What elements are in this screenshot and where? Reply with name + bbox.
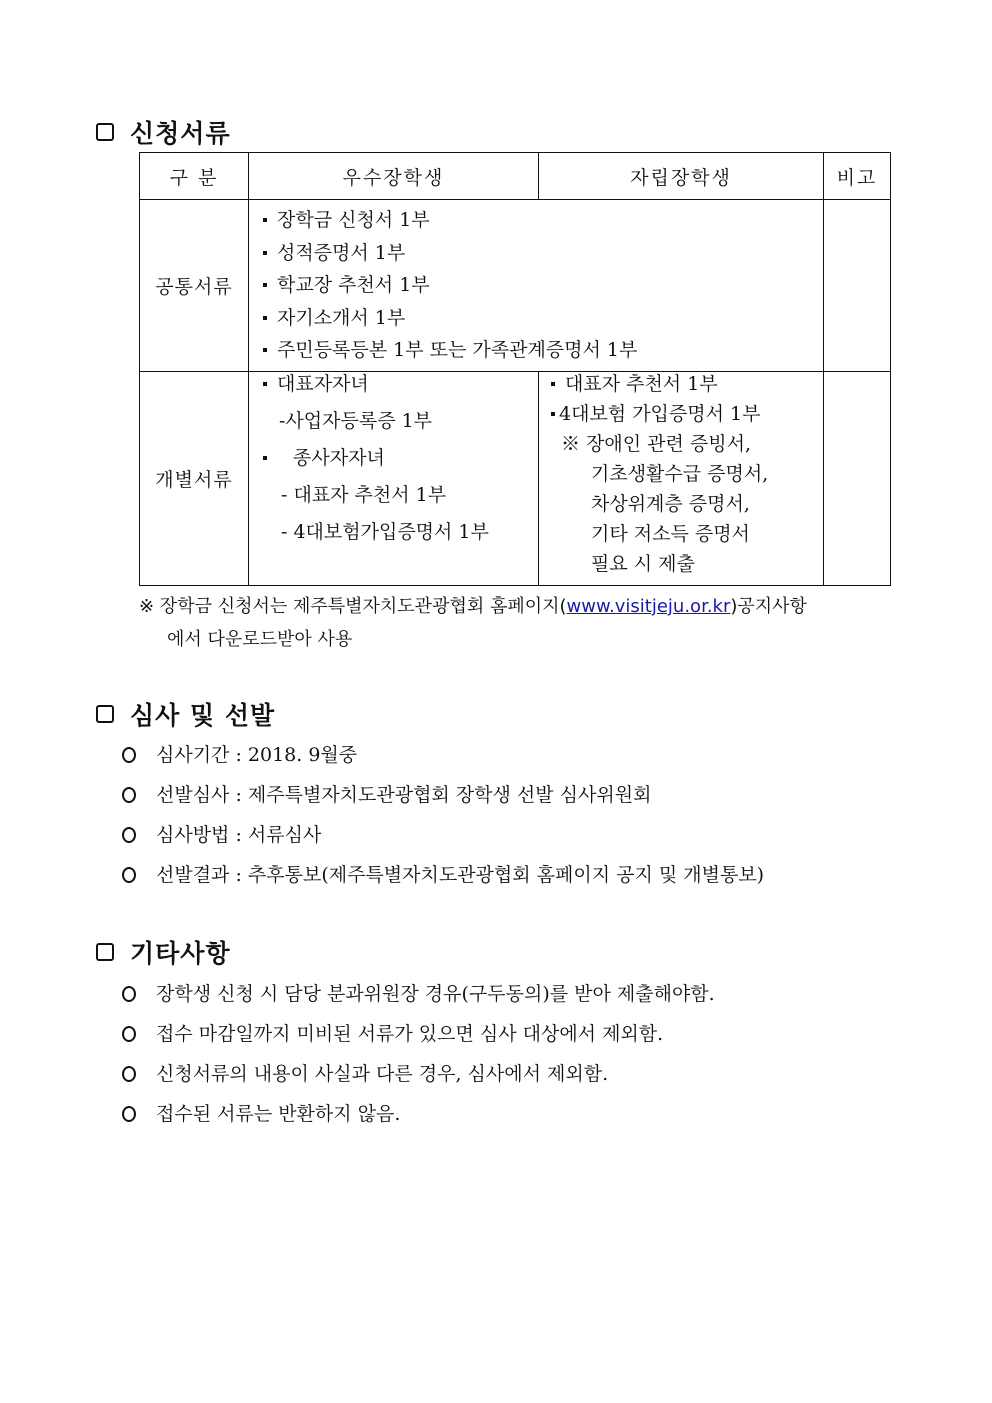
list-item: 장학금 신청서 1부 <box>263 204 823 237</box>
category-individual: 개별서류 <box>140 372 249 586</box>
list-item: 종사자자녀 <box>263 440 538 477</box>
circle-bullet-icon <box>122 747 136 763</box>
checkbox-square-icon <box>96 705 114 723</box>
bullet-icon <box>551 382 555 386</box>
common-documents-cell <box>249 200 824 372</box>
other-matters-list <box>122 974 715 1134</box>
list-item: 학교장 추천서 1부 <box>263 269 823 302</box>
bullet-icon <box>263 316 267 320</box>
list-item: 4대보험 가입증명서 1부 <box>551 399 823 429</box>
list-item: 차상위계층 증명서, <box>591 493 750 515</box>
circle-bullet-icon <box>122 827 136 843</box>
remark-individual <box>824 372 891 586</box>
bullet-icon <box>263 382 267 386</box>
documents-table <box>139 152 891 586</box>
list-item: 주민등록등본 1부 또는 가족관계증명서 1부 <box>263 334 823 367</box>
list-item: 기타 저소득 증명서 <box>591 523 750 545</box>
header-excellent-scholar: 우수장학생 <box>249 153 539 200</box>
table-row-individual <box>140 372 891 586</box>
list-item: 대표자 추천서 1부 <box>551 369 823 399</box>
list-item: -사업자등록증 1부 <box>279 410 433 432</box>
list-item: 성적증명서 1부 <box>263 237 823 270</box>
header-category: 구 분 <box>140 153 249 200</box>
list-item: 대표자자녀 <box>263 366 538 403</box>
header-independent-scholar: 자립장학생 <box>539 153 824 200</box>
list-item: 필요 시 제출 <box>591 553 695 575</box>
remark-common <box>824 200 891 372</box>
table-row-common <box>140 200 891 372</box>
circle-bullet-icon <box>122 1106 136 1122</box>
section-title-application-documents <box>96 114 231 150</box>
checkbox-square-icon <box>96 123 114 141</box>
checkbox-square-icon <box>96 943 114 961</box>
list-item: 심사방법 : 서류심사 <box>122 815 764 855</box>
circle-bullet-icon <box>122 986 136 1002</box>
bullet-icon <box>551 412 555 416</box>
circle-bullet-icon <box>122 1066 136 1082</box>
list-item: 접수 마감일까지 미비된 서류가 있으면 심사 대상에서 제외함. <box>122 1014 715 1054</box>
header-remark: 비고 <box>824 153 891 200</box>
review-selection-list <box>122 735 764 895</box>
list-item: 신청서류의 내용이 사실과 다른 경우, 심사에서 제외함. <box>122 1054 715 1094</box>
bullet-icon <box>263 251 267 255</box>
category-common: 공통서류 <box>140 200 249 372</box>
bullet-icon <box>263 348 267 352</box>
note-line-1: ※ 장학금 신청서는 제주특별자치도관광협회 홈페이지(www.visitjeju.or.kr)공지사항 <box>139 596 807 617</box>
bullet-icon <box>263 283 267 287</box>
list-item: 선발심사 : 제주특별자치도관광협회 장학생 선발 심사위원회 <box>122 775 764 815</box>
circle-bullet-icon <box>122 787 136 803</box>
list-item: - 대표자 추천서 1부 <box>281 484 447 506</box>
independent-documents-cell <box>539 372 824 586</box>
list-item: 자기소개서 1부 <box>263 302 823 335</box>
list-item: 선발결과 : 추후통보(제주특별자치도관광협회 홈페이지 공지 및 개별통보) <box>122 855 764 895</box>
section-title-text: 심사 및 선발 <box>130 701 276 730</box>
list-item: 심사기간 : 2018. 9월중 <box>122 735 764 775</box>
circle-bullet-icon <box>122 1026 136 1042</box>
excellent-documents-cell <box>249 372 539 586</box>
table-header-row <box>140 153 891 200</box>
bullet-icon <box>263 456 267 460</box>
list-item: - 4대보험가입증명서 1부 <box>281 521 489 543</box>
list-item: 기초생활수급 증명서, <box>591 463 769 485</box>
list-item: 장학생 신청 시 담당 분과위원장 경유(구두동의)를 받아 제출해야함. <box>122 974 715 1014</box>
section-title-text: 신청서류 <box>130 119 231 148</box>
section-title-other-matters <box>96 934 231 970</box>
list-item: ※ 장애인 관련 증빙서, <box>561 433 751 455</box>
note-line-2: 에서 다운로드받아 사용 <box>167 629 353 650</box>
section-title-review-selection <box>96 696 275 732</box>
application-form-note <box>139 590 899 656</box>
circle-bullet-icon <box>122 867 136 883</box>
website-link[interactable]: www.visitjeju.or.kr <box>566 596 731 617</box>
bullet-icon <box>263 218 267 222</box>
section-title-text: 기타사항 <box>130 939 231 968</box>
list-item: 접수된 서류는 반환하지 않음. <box>122 1094 715 1134</box>
